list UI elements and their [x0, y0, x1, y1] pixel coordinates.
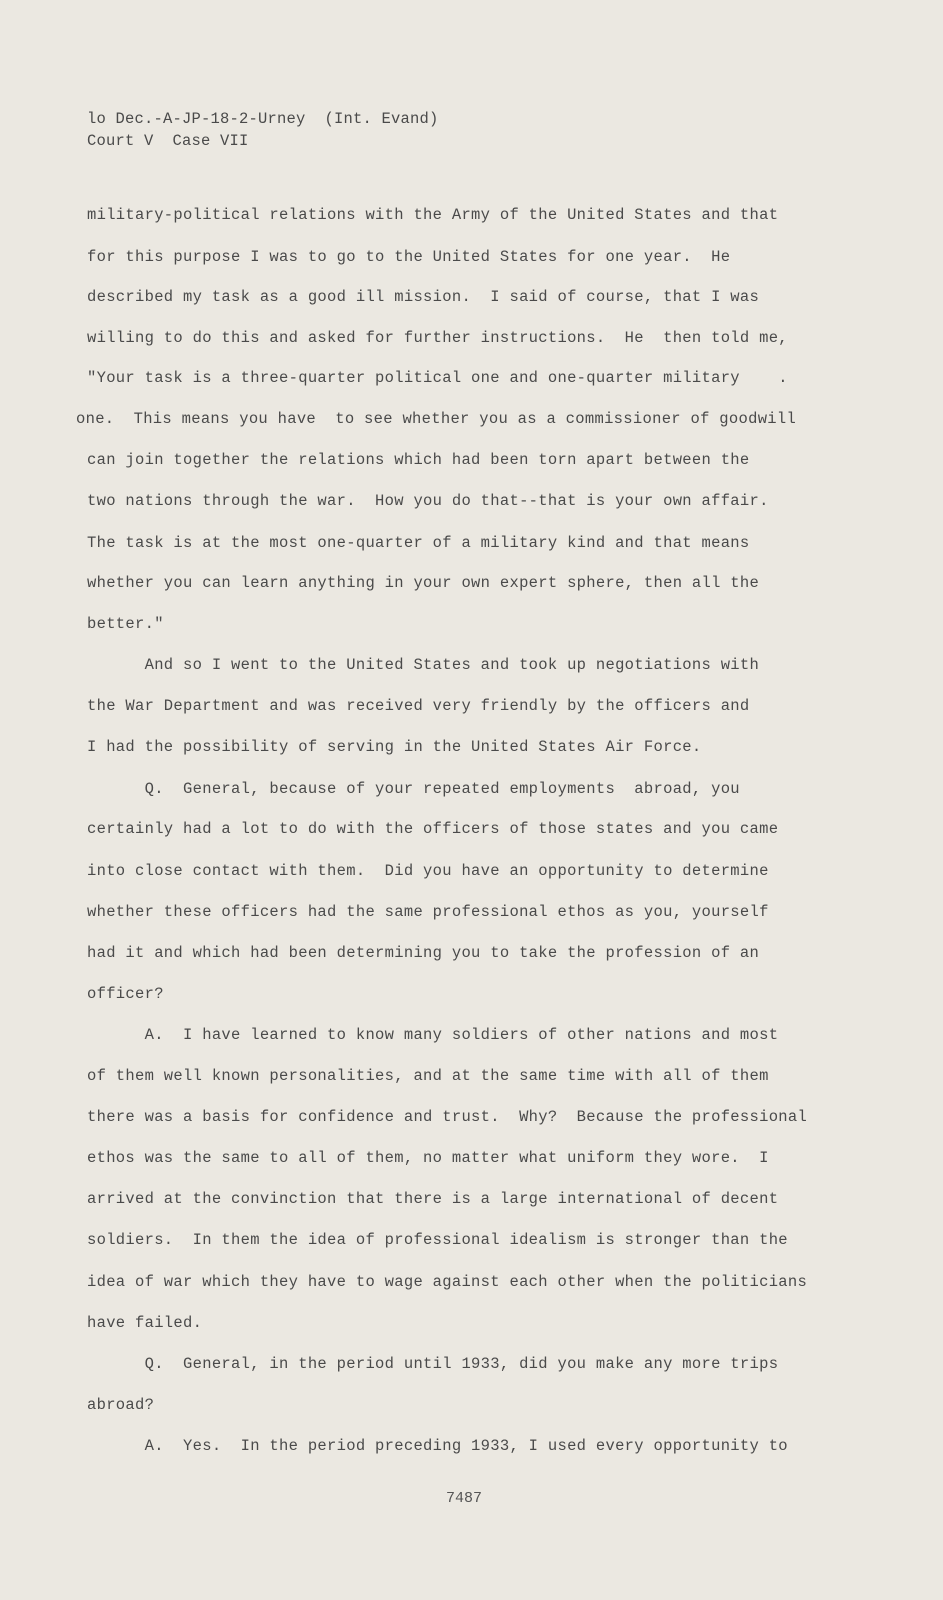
- transcript-line: I had the possibility of serving in the United States Air Force.: [87, 738, 702, 756]
- transcript-line: "Your task is a three-quarter political one and one-quarter military .: [87, 369, 788, 387]
- transcript-line: the War Department and was received very friendly by the officers and: [87, 697, 750, 715]
- transcript-line: A. Yes. In the period preceding 1933, I used every opportunity to: [87, 1437, 788, 1455]
- transcript-line: The task is at the most one-quarter of a military kind and that means: [87, 534, 750, 552]
- transcript-line: have failed.: [87, 1314, 203, 1332]
- transcript-line: of them well known personalities, and at the same time with all of them: [87, 1067, 769, 1085]
- transcript-line: Q. General, because of your repeated employments abroad, you: [87, 780, 740, 798]
- transcript-line: soldiers. In them the idea of professional idealism is stronger than the: [87, 1231, 788, 1249]
- transcript-line: A. I have learned to know many soldiers of other nations and most: [87, 1026, 779, 1044]
- transcript-line: described my task as a good ill mission. I said of course, that I was: [87, 288, 760, 306]
- transcript-line: into close contact with them. Did you have an opportunity to determine: [87, 862, 769, 880]
- transcript-line: And so I went to the United States and took up negotiations with: [87, 656, 760, 674]
- transcript-line: better.": [87, 615, 164, 633]
- transcript-line: had it and which had been determining you to take the profession of an: [87, 944, 760, 962]
- transcript-line: willing to do this and asked for further instructions. He then told me,: [87, 329, 788, 347]
- transcript-line: military-political relations with the Army of the United States and that: [87, 206, 779, 224]
- header-court-case: Court V Case VII: [87, 132, 249, 150]
- page-number: 7487: [446, 1490, 483, 1507]
- transcript-line: officer?: [87, 985, 164, 1003]
- transcript-line: Q. General, in the period until 1933, did you make any more trips: [87, 1355, 779, 1373]
- header-reference: lo Dec.-A-JP-18-2-Urney (Int. Evand): [87, 110, 439, 128]
- transcript-line: can join together the relations which had been torn apart between the: [87, 451, 750, 469]
- transcript-line: there was a basis for confidence and trust. Why? Because the professional: [87, 1108, 808, 1126]
- transcript-line: whether you can learn anything in your own expert sphere, then all the: [87, 574, 760, 592]
- transcript-line: idea of war which they have to wage against each other when the politicians: [87, 1273, 808, 1291]
- transcript-line: for this purpose I was to go to the United States for one year. He: [87, 248, 731, 266]
- transcript-line: one. This means you have to see whether you as a commissioner of goodwill: [76, 410, 797, 428]
- transcript-line: abroad?: [87, 1396, 155, 1414]
- transcript-line: certainly had a lot to do with the officers of those states and you came: [87, 820, 779, 838]
- transcript-line: whether these officers had the same professional ethos as you, yourself: [87, 903, 769, 921]
- transcript-line: arrived at the convinction that there is a large international of decent: [87, 1190, 779, 1208]
- transcript-line: ethos was the same to all of them, no matter what uniform they wore. I: [87, 1149, 769, 1167]
- transcript-line: two nations through the war. How you do that--that is your own affair.: [87, 492, 769, 510]
